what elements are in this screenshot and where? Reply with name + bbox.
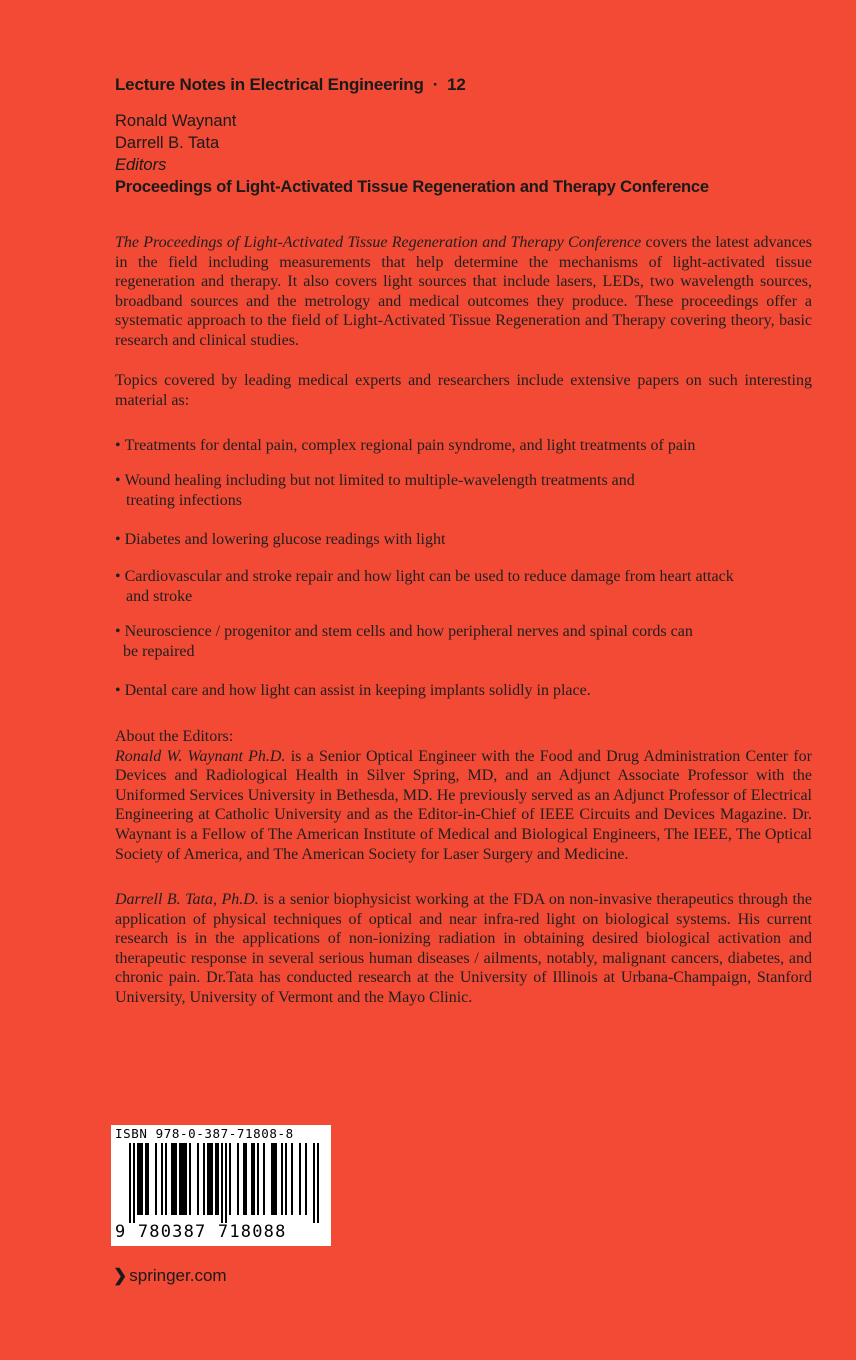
barcode-bar — [263, 1143, 265, 1215]
about-editors — [115, 727, 812, 864]
barcode-bar — [211, 1143, 213, 1215]
barcode-bar — [197, 1143, 199, 1215]
barcode-bar — [137, 1143, 139, 1215]
barcode-bar — [251, 1143, 253, 1215]
list-item-line1: Diabetes and lowering glucose readings with light — [124, 531, 446, 548]
list-item-line1: Dental care and how light can assist in keeping implants solidly in place. — [124, 682, 591, 699]
barcode-bar — [171, 1143, 173, 1215]
list-item — [115, 567, 812, 606]
barcode-bar — [147, 1143, 149, 1215]
bullet-mark: • — [115, 682, 121, 699]
editor-name-1: Ronald Waynant — [115, 112, 237, 130]
editors-block — [115, 110, 709, 198]
barcode-bar — [173, 1143, 175, 1215]
barcode-bar — [183, 1143, 185, 1215]
barcode-bar — [139, 1143, 141, 1215]
list-item-line1: Cardiovascular and stroke repair and how light can be used to reduce damage from heart attack — [124, 568, 734, 585]
list-item-line2: be repaired — [123, 642, 195, 660]
series-line — [115, 75, 466, 95]
barcode-bar — [185, 1143, 187, 1215]
publisher-link[interactable] — [113, 1266, 227, 1286]
bullet-mark: • — [115, 568, 121, 585]
topics-intro-text: Topics covered by leading medical experts and researchers include extensive papers on such interesting material as: — [115, 372, 812, 409]
series-separator: · — [432, 75, 439, 94]
barcode-bar — [207, 1143, 209, 1215]
book-title: Proceedings of Light-Activated Tissue Regeneration and Therapy Conference — [115, 178, 709, 196]
barcode-bar — [229, 1143, 231, 1215]
bullet-mark: • — [115, 472, 121, 489]
topics-intro — [115, 371, 812, 410]
barcode-bar — [237, 1143, 239, 1215]
list-item — [115, 681, 812, 701]
barcode-bar — [221, 1143, 223, 1223]
barcode-bar — [253, 1143, 255, 1215]
barcode-bars — [129, 1143, 319, 1223]
intro-paragraph — [115, 233, 812, 351]
barcode-bar — [225, 1143, 227, 1223]
bullet-mark: • — [115, 437, 121, 454]
series-name: Lecture Notes in Electrical Engineering — [115, 75, 424, 94]
barcode-bar — [133, 1143, 135, 1223]
publisher-url: springer.com — [129, 1266, 227, 1285]
barcode-bar — [305, 1143, 307, 1215]
barcode-bar — [161, 1143, 163, 1215]
barcode-bar — [217, 1143, 219, 1215]
ean-digits: 9 780387 718088 — [115, 1222, 287, 1242]
list-item — [115, 471, 812, 510]
bullet-mark: • — [115, 623, 121, 640]
barcode-bar — [243, 1143, 245, 1215]
tata-paragraph — [115, 890, 812, 1008]
barcode-bar — [155, 1143, 157, 1215]
editor-name-2: Darrell B. Tata — [115, 134, 220, 152]
barcode-bar — [175, 1143, 177, 1215]
about-heading: About the Editors: — [115, 728, 234, 745]
barcode-bar — [203, 1143, 205, 1215]
isbn-label: ISBN 978-0-387-71808-8 — [115, 1126, 294, 1141]
barcode-bar — [275, 1143, 277, 1215]
list-item — [115, 530, 812, 550]
barcode-bar — [129, 1143, 131, 1223]
barcode-bar — [145, 1143, 147, 1215]
barcode-bar — [291, 1143, 293, 1215]
editors-role: Editors — [115, 156, 167, 174]
barcode-bar — [209, 1143, 211, 1215]
barcode-bar — [181, 1143, 183, 1215]
barcode-bar — [141, 1143, 143, 1215]
tata-bio: is a senior biophysicist working at the FDA on non-invasive therapeutics through the application of physical techniques of optical and near infra-red light on biological systems. His current research is in the applications of non-ionizing radiation in obtaining desired biological activation and therapeutic response in several serious human diseases / ailments, notably, malignant cancers, diabetes, and chronic pain. Dr.Tata has conducted research at the University of Illinois at Urbana-Champaign, Stanford University, University of Vermont and the Mayo Clinic. — [115, 891, 812, 1006]
chevron-right-icon: ❯ — [113, 1266, 128, 1285]
barcode-bar — [245, 1143, 247, 1215]
list-item-line1: Neuroscience / progenitor and stem cells and how peripheral nerves and spinal cords can — [124, 623, 693, 640]
list-item-line1: Wound healing including but not limited to multiple-wavelength treatments and — [124, 472, 635, 489]
barcode-bar — [285, 1143, 287, 1215]
barcode-bar — [257, 1143, 259, 1215]
list-item-line2: and stroke — [126, 587, 193, 605]
tata-name: Darrell B. Tata, Ph.D. — [115, 891, 259, 908]
barcode-bar — [313, 1143, 315, 1223]
list-item — [115, 622, 812, 661]
series-volume: 12 — [447, 75, 466, 94]
waynant-name: Ronald W. Waynant Ph.D. — [115, 747, 286, 765]
barcode-bar — [299, 1143, 301, 1215]
list-item-line1: Treatments for dental pain, complex regional pain syndrome, and light treatments of pain — [124, 437, 696, 454]
list-item-line2: treating infections — [126, 491, 242, 509]
barcode-bar — [281, 1143, 283, 1215]
isbn-barcode — [111, 1125, 331, 1246]
waynant-bio: is a Senior Optical Engineer with the Food and Drug Administration Center for Devices and Radiological Health in Silver Spring, MD, and an Adjunct Associate Professor with the Uniformed Services University in Bethesda, MD. He previously served as an Adjunct Professor of Electrical Engineering at Catholic University and as the Editor-in-Chief of IEEE Circuits and Devices Magazine. Dr. Waynant is a Fellow of The American Institute of Medical and Biological Engineers, The IEEE, The Optical Society of America, and The American Society for Laser Surgery and Medicine. — [115, 747, 813, 863]
bullet-mark: • — [115, 531, 121, 548]
intro-italic-title: The Proceedings of Light-Activated Tissue Regeneration and Therapy Conference — [115, 234, 642, 251]
barcode-bar — [189, 1143, 191, 1215]
barcode-bar — [271, 1143, 273, 1215]
barcode-bar — [317, 1143, 319, 1223]
list-item — [115, 436, 812, 456]
intro-text: covers the latest advances in the field including measurements that help determine the mechanisms of light-activated tissue regeneration and therapy. It also covers light sources that include lasers, LEDs, two wavelength sources, broadband sources and the metrology and medical outcomes they produce. These proceedings offer a systematic approach to the field of Light-Activated Tissue Regeneration and Therapy covering theory, basic research and clinical studies. — [115, 234, 812, 349]
barcode-bar — [165, 1143, 167, 1215]
barcode-bar — [179, 1143, 181, 1215]
barcode-bar — [215, 1143, 217, 1215]
barcode-bar — [273, 1143, 275, 1215]
